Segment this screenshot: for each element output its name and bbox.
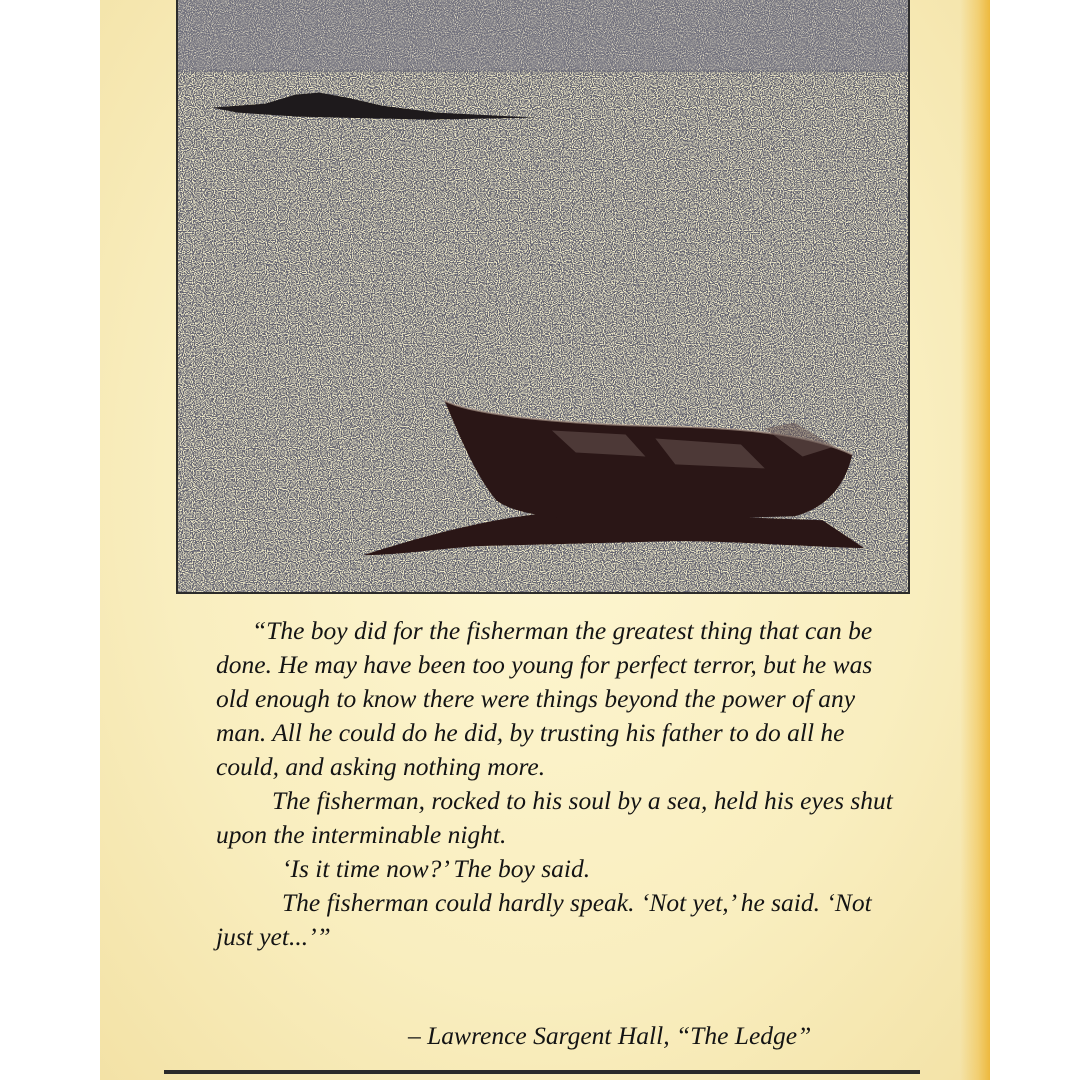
double-rule-divider bbox=[164, 1070, 920, 1074]
quote-paragraph: “The boy did for the fisherman the greatest thing that can be done. He may have been too young for perfect terror, but he was old enough to know there were things beyond the power of any man. All he could do he did, by trusting his father to do all he could, and asking nothing more. bbox=[216, 616, 873, 781]
quote-block bbox=[216, 614, 896, 954]
quote-paragraph: The fisherman could hardly speak. ‘Not yet,’ he said. ‘Not just yet...’” bbox=[216, 888, 872, 951]
sea-scene-svg bbox=[178, 0, 908, 592]
quote-paragraph: The fisherman, rocked to his soul by a sea, held his eyes shut upon the interminable night. bbox=[216, 786, 893, 849]
quote-paragraph: ‘Is it time now?’ The boy said. bbox=[282, 854, 591, 883]
page-edge-stain bbox=[960, 0, 990, 1080]
stipple-illustration bbox=[176, 0, 910, 594]
attribution: – Lawrence Sargent Hall, “The Ledge” bbox=[408, 1021, 812, 1050]
sky-stipple bbox=[178, 0, 908, 72]
